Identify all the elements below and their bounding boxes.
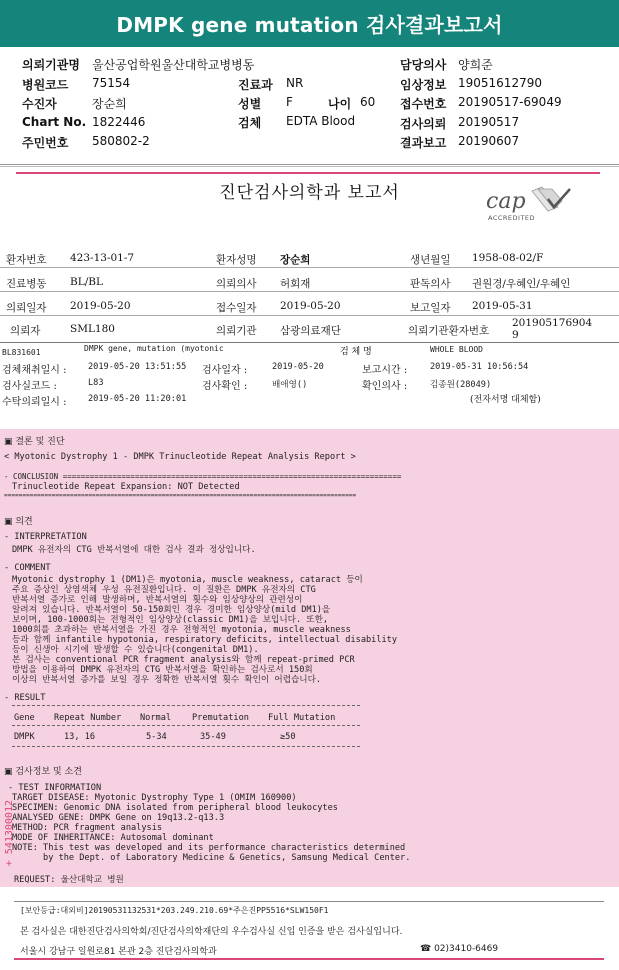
- report-top-rule: [16, 172, 600, 174]
- header-label: 검사의뢰: [400, 117, 447, 131]
- test-confirm-label: 검사확인 :: [202, 381, 248, 392]
- test-info-line: TARGET DISEASE: Myotonic Dystrophy Type 1 (OMIM 160900): [12, 793, 297, 803]
- conclusion-text: Trinucleotide Repeat Expansion: NOT Detected: [12, 482, 240, 492]
- comment-line: 방법을 이용하여 DMPK 유전자의 CTG 반복서열을 확인하는 검사로서 150회: [12, 665, 313, 675]
- conclusion-end-rule: ================================================================================================: [4, 492, 357, 499]
- header-label: 병원코드: [22, 78, 69, 92]
- result-cell: 35-49: [200, 732, 226, 742]
- facility-value: L83: [88, 378, 104, 388]
- info-label: 의뢰기관: [216, 325, 257, 337]
- test-info-line: SPECIMEN: Genomic DNA isolated from peripheral blood leukocytes: [12, 803, 338, 813]
- header-value: 19051612790: [458, 76, 542, 90]
- header-value: 울산공업학원울산대학교병병동: [92, 58, 255, 72]
- test-info-heading: - TEST INFORMATION: [8, 783, 102, 793]
- esign-note: (전자서명 대체함): [470, 395, 541, 405]
- header-divider: [0, 166, 619, 167]
- test-code: BL831601: [2, 348, 41, 357]
- comment-line: 보이며, 100-1000회는 전형적인 임상양상(classic DM1)을 보입니다. 또한,: [12, 615, 329, 625]
- received-label: 수탁의뢰일시 :: [2, 397, 67, 408]
- info-value: 허회재: [280, 278, 311, 290]
- info-label: 접수일자: [216, 302, 257, 314]
- header-value: NR: [286, 76, 304, 90]
- report-time-label: 보고시간 :: [362, 365, 408, 376]
- result-cell: DMPK: [14, 732, 35, 742]
- cap-accredited-logo: [484, 185, 574, 225]
- header-value: 60: [360, 95, 376, 109]
- header-label: 담당의사: [400, 58, 447, 72]
- facility-label: 검사실코드 :: [2, 381, 57, 392]
- comment-line: 주요 증상인 상염색체 우성 유전질환입니다. 이 질환은 DMPK 유전자의 CTG: [12, 585, 316, 595]
- result-col-header: Normal: [140, 713, 172, 723]
- collect-label: 검체채취일시 :: [2, 365, 67, 376]
- security-line: [보안등급:대외비]20190531132531*203.249.210.69*주은진PP5516*SLW150F1: [20, 906, 329, 915]
- side-barcode-text: + 541300012: [4, 800, 15, 867]
- info-value: 2019-05-20: [280, 300, 341, 312]
- comment-line: 이상의 반복서열 증가를 보일 경우 정확한 반복서열 횟수 확인이 어렵습니다.: [12, 675, 322, 685]
- header-label: 검체: [238, 116, 262, 130]
- header-label: 나이: [328, 97, 352, 111]
- header-value: EDTA Blood: [286, 114, 356, 128]
- info-label: 환자성명: [216, 254, 257, 266]
- comment-line: 등이 신생아 시기에 발생할 수 있습니다(congenital DM1).: [12, 645, 259, 655]
- info-label: 생년월일: [410, 254, 451, 266]
- info-value: SML180: [70, 323, 115, 335]
- result-cell: 5-34: [146, 732, 167, 742]
- test-info-line: NOTE: This test was developed and its performance characteristics determined: [12, 843, 406, 853]
- interpretation-text: DMPK 유전자의 CTG 반복서열에 대한 검사 결과 정상입니다.: [12, 545, 256, 555]
- info-label: 의뢰기관환자번호: [408, 325, 490, 337]
- collect-value: 2019-05-20 13:51:55: [88, 362, 187, 372]
- header-value: 장순희: [92, 97, 127, 111]
- confirmer-label: 확인의사 :: [362, 381, 408, 392]
- cap-logo-sub: ACCREDITED: [488, 214, 536, 222]
- header-label: 임상정보: [400, 78, 447, 92]
- interpretation-heading: - INTERPRETATION: [4, 532, 87, 542]
- result-cell: ≥50: [280, 732, 296, 742]
- header-value: 1822446: [92, 115, 146, 129]
- comment-line: 알려져 있습니다. 반복서열이 50-150회인 경우 경미한 임상양상(mild DM1)을: [12, 605, 331, 615]
- report-title: 진단검사의학과 보고서: [219, 183, 400, 203]
- header-value: 20190517: [458, 115, 520, 129]
- result-heading: - RESULT: [4, 693, 46, 703]
- section-test-info-heading: ▣ 검사정보 및 소견: [4, 767, 82, 777]
- header-label: 결과보고: [400, 136, 447, 150]
- result-cell: 13, 16: [64, 732, 96, 742]
- info-value: 삼광의료재단: [280, 325, 341, 337]
- analysis-title: < Myotonic Dystrophy 1 - DMPK Trinucleotide Repeat Analysis Report >: [4, 452, 356, 462]
- report-time-value: 2019-05-31 10:56:54: [430, 362, 529, 372]
- comment-line: 1000회를 초과하는 반복서열을 가진 경우 전형적인 myotonia, muscle weakness: [12, 625, 351, 635]
- info-value: 2019-05-31: [472, 300, 533, 312]
- header-value: F: [286, 95, 293, 109]
- comment-line: Myotonic dystrophy 1 (DM1)은 myotonia, muscle weakness, cataract 등이: [12, 575, 363, 585]
- specimen-label: 검 체 명: [340, 347, 372, 357]
- conclusion-heading: - CONCLUSION ===========================================================================: [4, 472, 402, 481]
- header-value: 75154: [92, 76, 131, 90]
- footer-rule: [14, 958, 604, 960]
- header-label: 주민번호: [22, 136, 69, 150]
- header-label: 의뢰기관명: [22, 58, 80, 72]
- header-value: 20190607: [458, 134, 520, 148]
- request-line: REQUEST: 울산대학교 병원: [14, 875, 124, 885]
- order-header: [0, 50, 619, 156]
- test-date-label: 검사일자 :: [202, 365, 248, 376]
- confirmer-value: 김종원(28049): [430, 380, 492, 390]
- received-value: 2019-05-20 11:20:01: [88, 394, 187, 404]
- header-divider: [0, 164, 619, 165]
- info-label: 의뢰일자: [6, 302, 47, 314]
- test-info-line: METHOD: PCR fragment analysis: [12, 823, 163, 833]
- info-label: 의뢰자: [10, 325, 41, 337]
- result-col-header: Gene: [14, 713, 35, 723]
- section-opinion-heading: ▣ 의견: [4, 517, 33, 527]
- header-label: 수진자: [22, 97, 57, 111]
- comment-line: 등과 함께 infantile hypotonia, respiratory deficits, intellectual disability: [12, 635, 398, 645]
- result-col-header: Premutation: [192, 713, 249, 723]
- test-info-line: MODE OF INHERITANCE: Autosomal dominant: [12, 833, 214, 843]
- test-name: DMPK gene, mutation (myotonic: [84, 344, 224, 353]
- info-value: 201905176904: [512, 317, 593, 329]
- header-value: 580802-2: [92, 134, 150, 148]
- footer-phone: ☎ 02)3410-6469: [420, 944, 499, 954]
- info-value: 권원경/우혜인/우혜인: [472, 278, 571, 290]
- test-date-value: 2019-05-20: [272, 362, 324, 372]
- info-label: 환자번호: [6, 254, 47, 266]
- info-value: 장순희: [280, 254, 311, 266]
- test-info-line: by the Dept. of Laboratory Medicine & Genetics, Samsung Medical Center.: [12, 853, 411, 863]
- comment-line: 반복서열 증가로 인해 발생하며, 반복서열의 횟수와 임상양상의 관련성이: [12, 595, 303, 605]
- test-info-line: ANALYSED GENE: DMPK Gene on 19q13.2-q13.3: [12, 813, 225, 823]
- result-col-header: Repeat Number: [54, 713, 122, 723]
- header-label: 진료과: [238, 78, 273, 92]
- info-label: 보고일자: [410, 302, 451, 314]
- info-label: 판독의사: [410, 278, 451, 290]
- header-label: 접수번호: [400, 97, 447, 111]
- comment-heading: - COMMENT: [4, 563, 51, 573]
- specimen-value: WHOLE BLOOD: [430, 345, 483, 354]
- info-value: 1958-08-02/F: [472, 252, 544, 264]
- certification-line: 본 검사실은 대한진단검사의학회/진단검사의학재단의 우수검사실 신입 인증을 받은 검사실입니다.: [20, 927, 403, 937]
- cap-logo-text: cap: [486, 189, 526, 214]
- info-value: BL/BL: [70, 276, 103, 288]
- header-label: 성별: [238, 97, 262, 111]
- info-label: 진료병동: [6, 278, 47, 290]
- info-label: 의뢰의사: [216, 278, 257, 290]
- report-banner-title: DMPK gene mutation 검사결과보고서: [0, 0, 619, 47]
- section-conclusion-heading: ▣ 결론 및 진단: [4, 437, 65, 447]
- header-value: 양희준: [458, 58, 493, 72]
- result-col-header: Full Mutation: [268, 713, 336, 723]
- info-value: 2019-05-20: [70, 300, 131, 312]
- header-label: Chart No.: [22, 115, 87, 129]
- comment-line: 본 검사는 conventional PCR fragment analysis와 함께 repeat-primed PCR: [12, 655, 355, 665]
- info-value: 423-13-01-7: [70, 252, 135, 264]
- footer-address: 서울시 강남구 일원로81 본관 2층 진단검사의학과: [20, 947, 217, 957]
- info-value: 9: [512, 329, 519, 341]
- header-value: 20190517-69049: [458, 95, 562, 109]
- test-confirm-value: 배애영(): [272, 380, 308, 390]
